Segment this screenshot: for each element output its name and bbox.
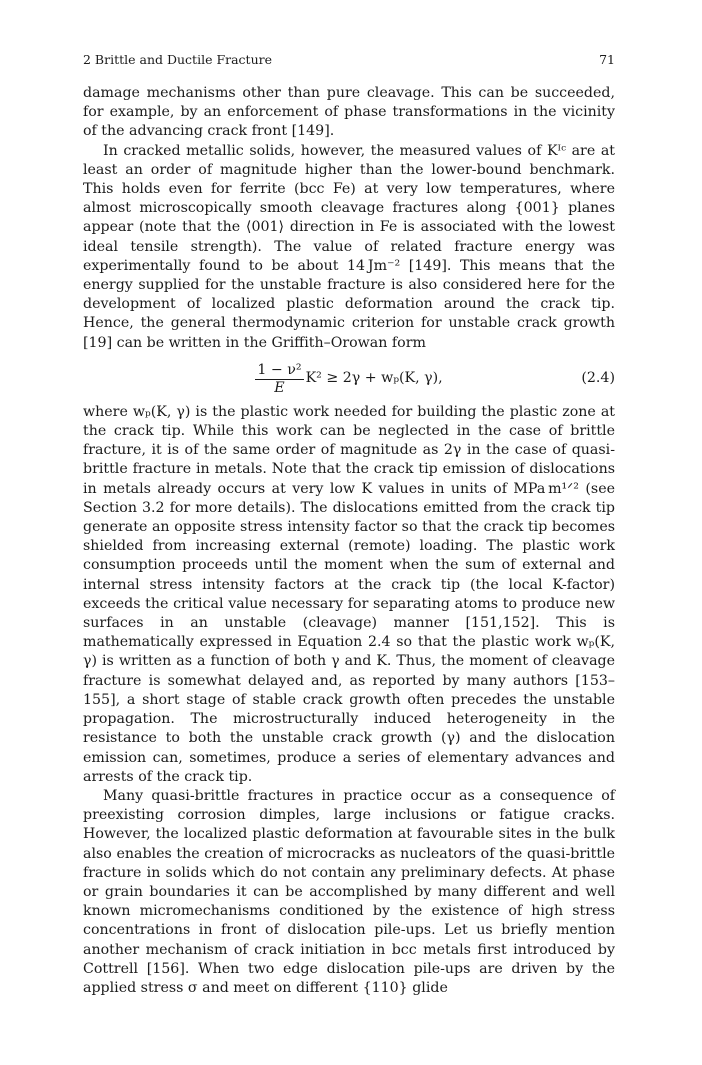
equation-numerator: 1 − ν² <box>257 361 302 378</box>
equation-fraction <box>255 361 303 397</box>
running-title: 2 Brittle and Ductile Fracture <box>83 52 272 67</box>
paragraph-3: where wₚ(K, γ) is the plastic work needed for building the plastic zone at the crack tip. While this work can be neglected in the case of brittle fracture, it is of the same order of magnitude as 2γ in the case of quasi-brittle fracture in metals. Note that the crack tip emission of dislocations in metals already occurs at very low K values in units of MPa m¹ᐟ² (see Section 3.2 for more details). The dislocations emitted from the crack tip generate an opposite stress intensity factor so that the crack tip becomes shielded from increasing external (remote) loading. The plastic work consumption proceeds until the moment when the sum of external and internal stress intensity factors at the crack tip (the local K-factor) exceeds the critical value necessary for separating atoms to produce new surfaces in an unstable (cleavage) manner [151,152]. This is mathematically expressed in Equation 2.4 so that the plastic work wₚ(K, γ) is written as a function of both γ and K. Thus, the moment of cleavage fracture is somewhat delayed and, as reported by many authors [153–155], a short stage of stable crack growth often precedes the unstable propagation. The microstructurally induced heterogeneity in the resistance to both the unstable crack growth (γ) and the dislocation emission can, sometimes, produce a series of elementary advances and arrests of the crack tip. <box>83 403 615 785</box>
equation-number: (2.4) <box>581 369 615 386</box>
paragraph-1: damage mechanisms other than pure cleavage. This can be succeeded, for example, by an enforcement of phase transformations in the vicinity of the advancing crack front [149]. <box>83 85 615 140</box>
body-text <box>83 84 615 998</box>
equation-denominator: E <box>274 379 285 396</box>
equation-2-4 <box>83 357 615 401</box>
paragraph-4: Many quasi-brittle fractures in practice occur as a consequence of preexisting corrosion dimples, large inclusions or fatigue cracks. However, the localized plastic deformation at favourable sites in the bulk also enables the creation of microcracks as nucleators of the quasi-brittle fracture in solids which do not contain any preliminary defects. At phase or grain boundaries it can be accomplished by many different and well known micromechanisms conditioned by the existence of high stress concentrations in front of dislocation pile-ups. Let us briefly mention another mechanism of crack initiation in bcc metals first introduced by Cottrell [156]. When two edge dislocation pile-ups are driven by the applied stress σ and meet on different {110} glide <box>83 787 615 996</box>
page-number: 71 <box>599 52 615 67</box>
page <box>83 52 615 998</box>
equation-rhs: K² ≥ 2γ + wₚ(K, γ), <box>305 370 443 387</box>
paragraph-2: In cracked metallic solids, however, the measured values of Kᴵᶜ are at least an order of magnitude higher than the lower-bound benchmark. This holds even for ferrite (bcc Fe) at very low temperatures, where almost microscopically smooth cleavage fractures along {001} planes appear (note that the ⟨001⟩ direction in Fe is associated with the lowest ideal tensile strength). The value of related fracture energy was experimentally found to be about 14 Jm⁻² [149]. This means that the energy supplied for the unstable fracture is also considered here for the development of localized plastic deformation around the crack tip. Hence, the general thermodynamic criterion for unstable crack growth [19] can be written in the Griffith–Orowan form <box>83 142 615 351</box>
running-header <box>83 52 615 70</box>
